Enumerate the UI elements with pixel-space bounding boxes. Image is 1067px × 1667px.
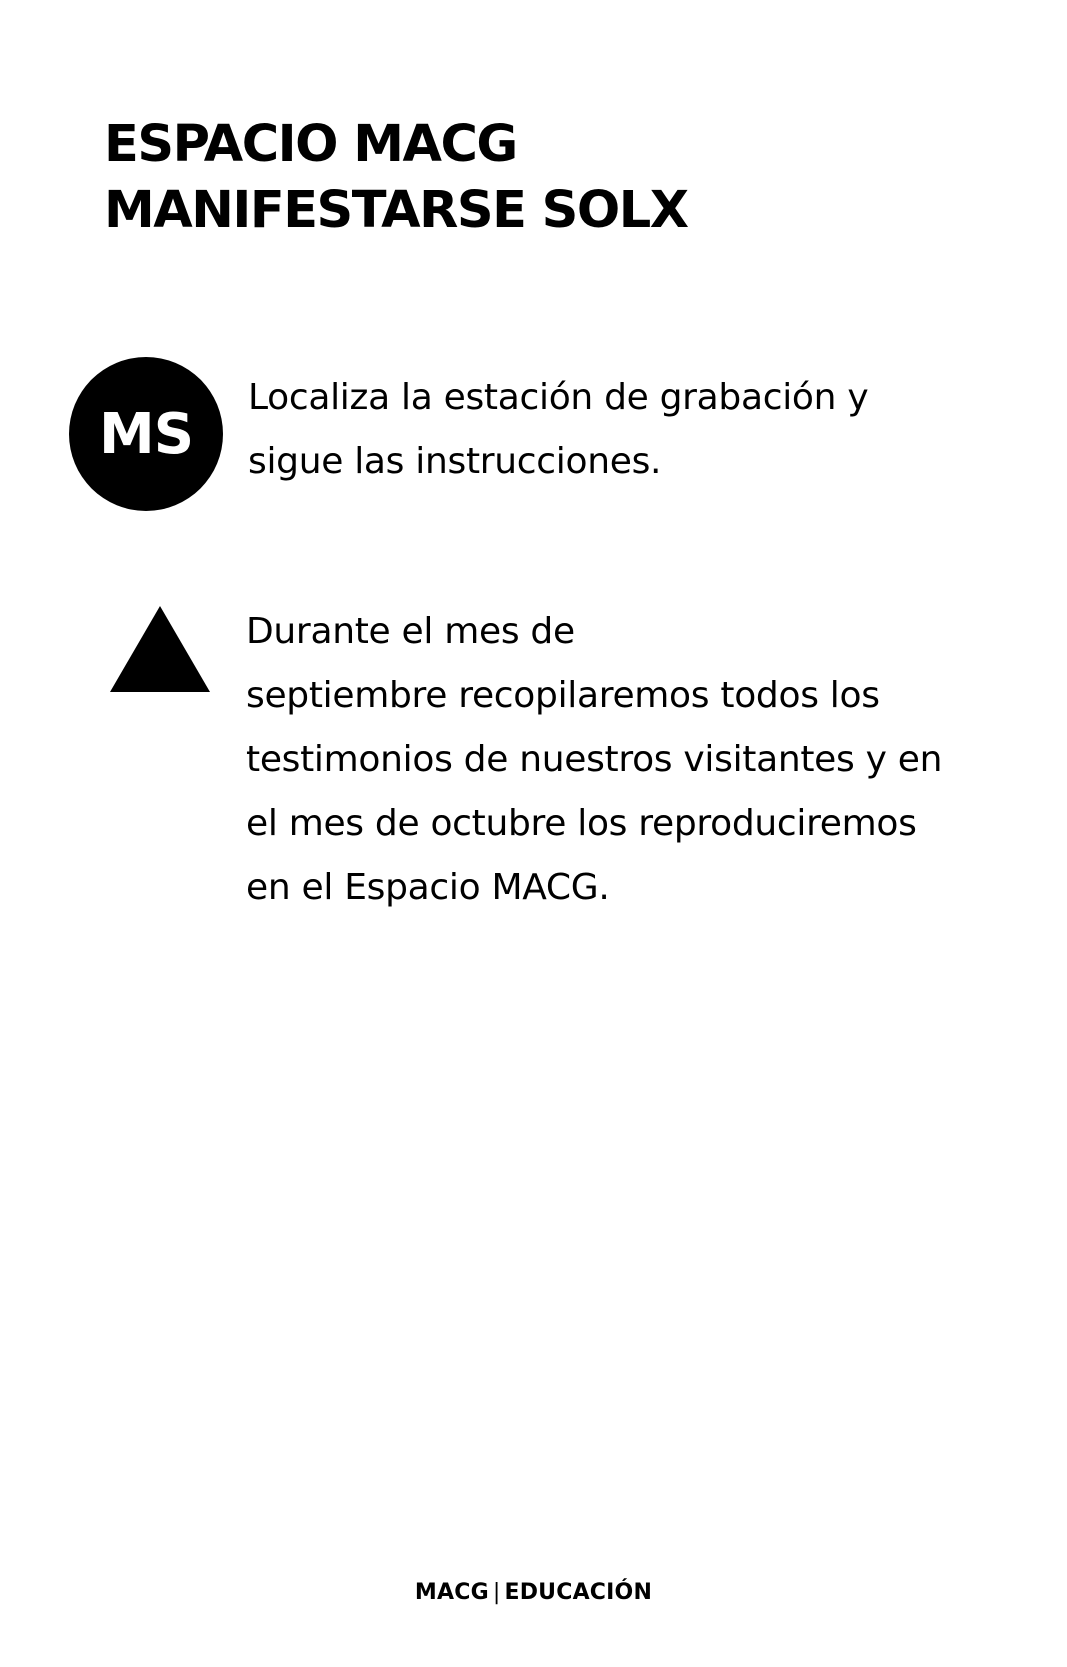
instruction-testimonies xyxy=(246,600,942,920)
instruction-line: Localiza la estación de grabación y xyxy=(248,377,869,418)
instruction-line: sigue las instrucciones. xyxy=(248,441,662,482)
badge-label: MS xyxy=(98,401,194,467)
footer-section: EDUCACIÓN xyxy=(504,1580,653,1605)
page-title xyxy=(104,112,688,244)
title-line-2: MANIFESTARSE SOLX xyxy=(104,181,688,240)
instruction-line: testimonios de nuestros visitantes y en xyxy=(246,739,943,780)
instruction-line: Durante el mes de xyxy=(246,611,575,652)
title-line-1: ESPACIO MACG xyxy=(104,115,517,174)
instruction-line: septiembre recopilaremos todos los xyxy=(246,675,880,716)
instruction-line: el mes de octubre los reproduciremos xyxy=(246,803,917,844)
instruction-recording-station xyxy=(248,366,868,494)
footer-brand: MACG xyxy=(414,1580,489,1605)
footer xyxy=(0,1580,1067,1605)
footer-separator: | xyxy=(492,1580,501,1605)
ms-circle-icon xyxy=(69,357,223,511)
triangle-icon xyxy=(110,606,210,692)
instruction-line: en el Espacio MACG. xyxy=(246,867,610,908)
